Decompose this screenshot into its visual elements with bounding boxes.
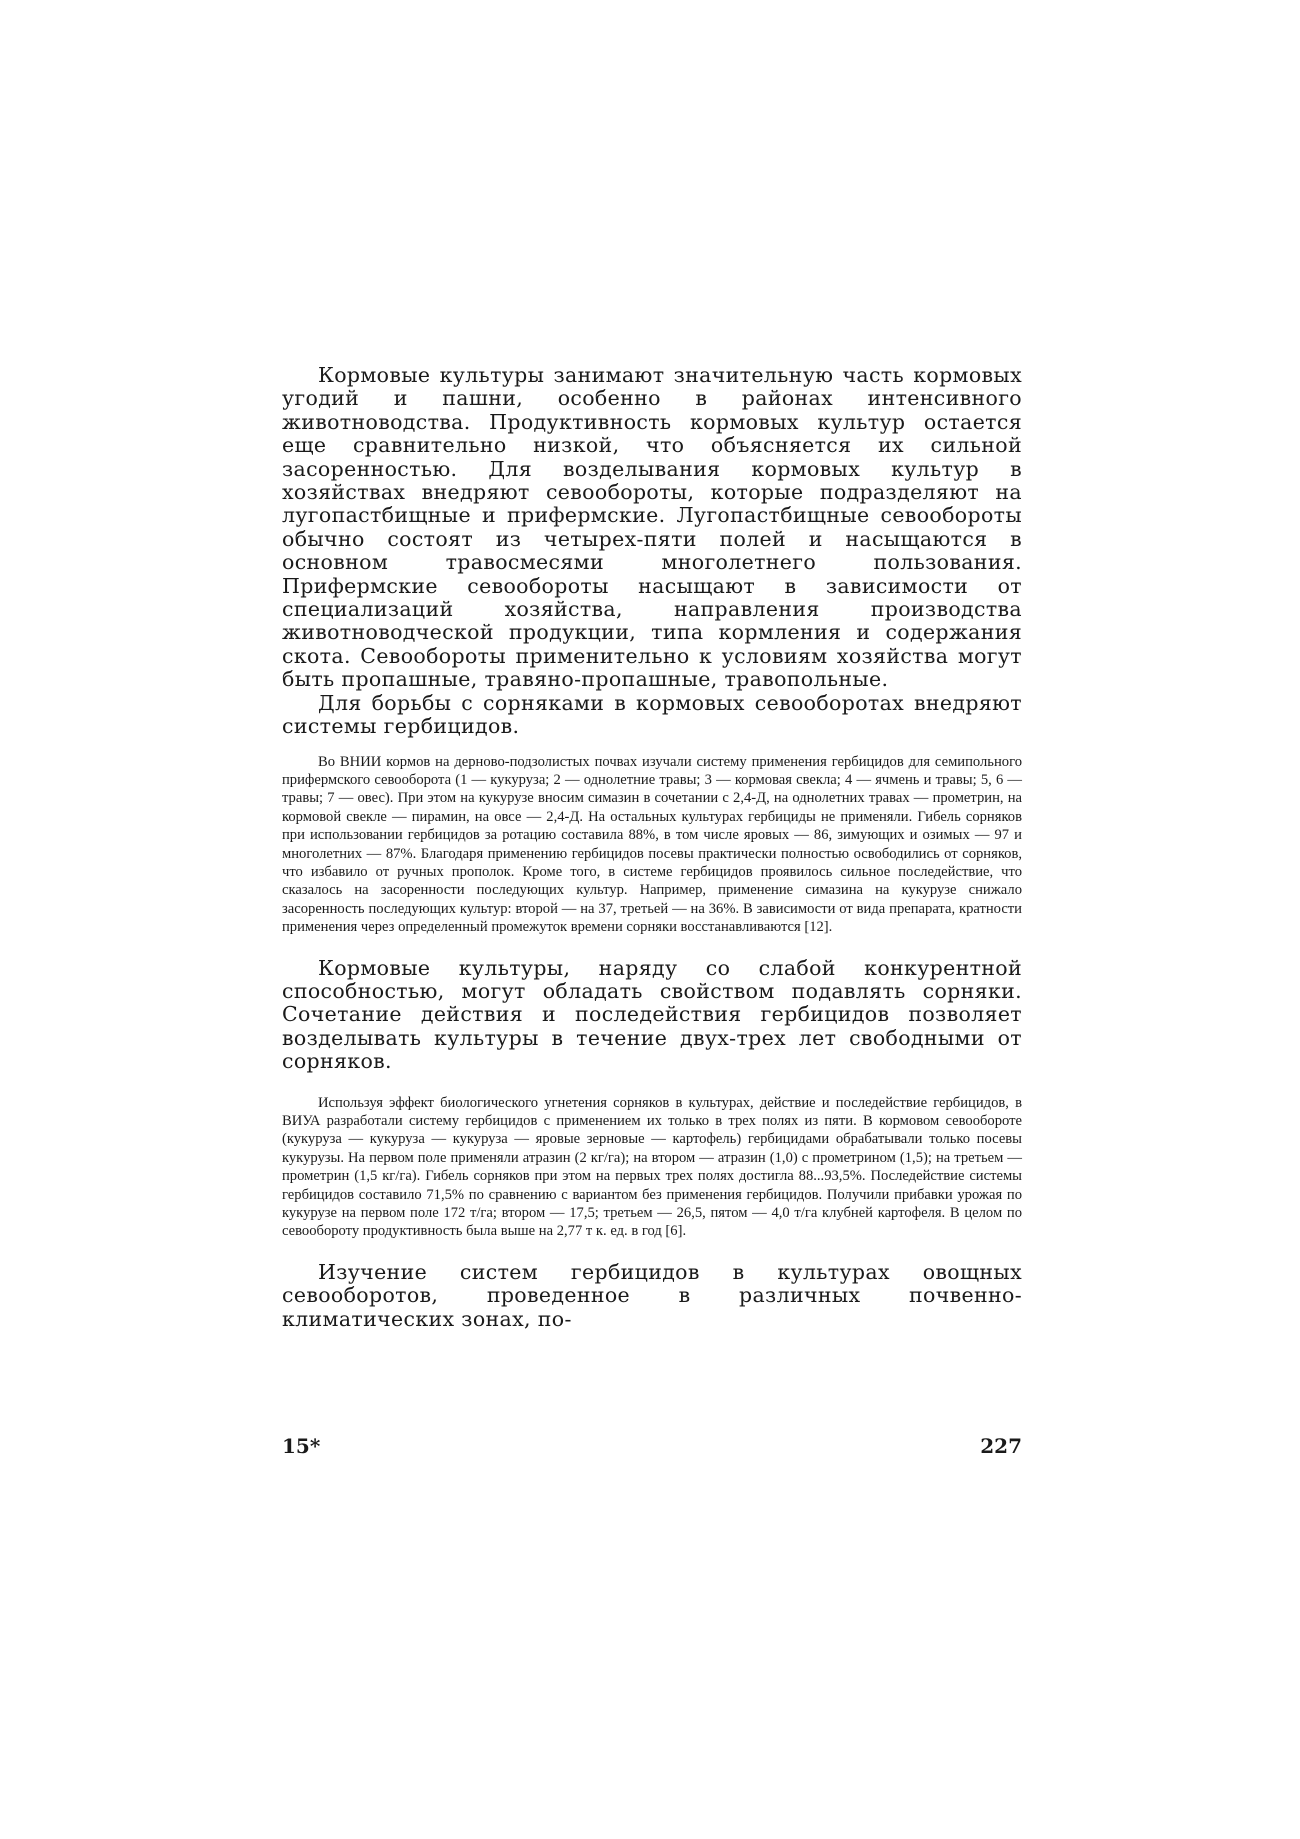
page-number: 227 — [980, 1434, 1022, 1458]
paragraph-vnii-study: Во ВНИИ кормов на дерново-подзолистых почвах изучали систему применения гербицидов для семипольного прифермского севооборота (1 — кукуруза; 2 — однолетние травы; 3 — кормовая свекла; 4 — ячмень и травы; 5, 6 — травы; 7 — овес). При этом на кукурузе вносим симазин в сочетании с 2,4-Д, на однолетних травах — прометрин, на кормовой свекле — пирамин, на овсе — 2,4-Д. На остальных культурах гербициды не применяли. Гибель сорняков при использовании гербицидов за ротацию составила 88%, в том числе яровых — 86, зимующих и озимых — 97 и многолетних — 87%. Благодаря применению гербицидов посевы практически полностью освободились от сорняков, что избавило от ручных прополок. Кроме того, в системе гербицидов проявилось сильное последействие, что сказалось на засоренности последующих культур. Например, применение симазина на кукурузе снижало засоренность последующих культур: второй — на 37, третьей — на 36%. В зависимости от вида препарата, кратности применения через определенный промежуток времени сорняки восстанавливаются [12]. — [282, 753, 1022, 936]
paragraph-vegetable-rotations: Изучение систем гербицидов в культурах овощных севооборотов, проведенное в различных почвенно-климатических зонах, по- — [282, 1259, 1022, 1331]
paragraph-viua-study: Используя эффект биологического угнетения сорняков в культурах, действие и последействие гербицидов, в ВИУА разработали систему гербицидов с применением их только в трех полях из пяти. В кормовом севообороте (кукуруза — кукуруза — кукуруза — яровые зерновые — картофель) гербицидами обрабатывали только посевы кукурузы. На первом поле применяли атразин (2 кг/га); на втором — атразин (1,0) с прометрином (1,5); на третьем — прометрин (1,5 кг/га). Гибель сорняков при этом на первых трех полях достигла 88...93,5%. Последействие системы гербицидов составило 71,5% по сравнению с вариантом без применения гербицидов. Получили прибавки урожая по кукурузе на первом поле 172 т/га; втором — 17,5; третьем — 26,5, пятом — 4,0 т/га клубней картофеля. В целом по севообороту продуктивность была выше на 2,77 т к. ед. в год [6]. — [282, 1094, 1022, 1240]
paragraph-weed-control-systems: Для борьбы с сорняками в кормовых севооборотах внедряют системы гербицидов. — [282, 690, 1022, 739]
paragraph-forage-crops-suppress-weeds: Кормовые культуры, наряду со слабой конкурентной способностью, могут обладать свойством подавлять сорняки. Сочетание действия и последействия гербицидов позволяет возделывать культуры в течение двух-трех лет свободными от сорняков. — [282, 955, 1022, 1074]
paragraph-forage-crops-intro: Кормовые культуры занимают значительную часть кормовых угодий и пашни, особенно в районах интенсивного животноводства. Продуктивность кормовых культур остается еще сравнительно низкой, что объясняется их сильной засоренностью. Для возделывания кормовых культур в хозяйствах внедряют севообороты, которые подразделяют на лугопастбищные и прифермские. Лугопастбищные севообороты обычно состоят из четырех-пяти полей и насыщаются в основном травосмесями многолетнего пользования. Прифермские севообороты насыщают в зависимости от специализаций хозяйства, направления производства животноводческой продукции, типа кормления и содержания скота. Севообороты применительно к условиям хозяйства могут быть пропашные, травяно-пропашные, травопольные. — [282, 363, 1022, 692]
signature-mark: 15* — [282, 1434, 321, 1458]
page-text-block — [282, 364, 1022, 1331]
page-footer — [282, 1434, 1022, 1458]
